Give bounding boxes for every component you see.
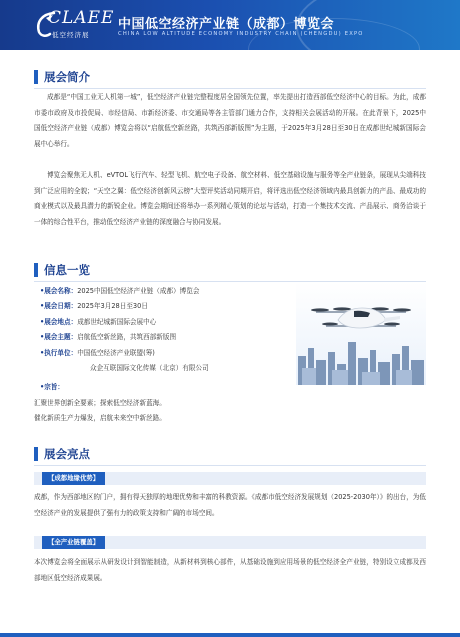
info-row (40, 380, 209, 395)
info-row (40, 315, 209, 330)
info-key: •展会主题： (40, 333, 78, 342)
divider (34, 465, 426, 466)
page-subtitle-en: CHINA LOW ALTITUDE ECONOMY INDUSTRY CHAIN (CHENGDU) EXPO (118, 31, 364, 37)
info-value: 2025中国低空经济产业链（成都）博览会 (77, 287, 200, 295)
heading-text: 展会亮点 (44, 447, 90, 461)
intro-paragraph-1: 成都是“中国工业无人机第一城”，低空经济产业链完整程度居全国领先位置，率先提出打造西部低空经济中心的目标。为此，成都市委市政府及市投促局、市经信局、市新经济委、市交通局等各主管部门通力合作，支持相关会展活动的开展。在此背景下，2025中国低空经济产业链（成都）博览会将以“启航低空新丝路，共筑西部新版图”为主题，于2025年3月28日至30日在成都世纪城新国际会展中心举行。 (34, 93, 426, 148)
expo-logo (34, 6, 114, 44)
info-key: •展会日期： (40, 302, 78, 311)
info-key: •展会地点： (40, 317, 78, 326)
info-value: 启航低空新丝路，共筑西部新版图 (77, 333, 177, 342)
info-row (40, 346, 209, 361)
info-row (40, 330, 209, 345)
slogan-line: 催化新质生产力爆发，启航未来空中新丝路。 (34, 414, 166, 423)
heading-text: 信息一览 (44, 263, 90, 277)
highlight-tag: 【全产业链覆盖】 (42, 536, 105, 549)
heading-bar (34, 70, 38, 84)
info-row (40, 284, 209, 299)
highlight-paragraph-2: 本次博览会将全面展示从研发设计到智能制造，从新材料到核心部件，从基础设施到应用场景的低空经济全产业链，特别设立成都及西部地区低空经济成果展。 (34, 558, 426, 582)
info-value: 2025年3月28日至30日 (77, 302, 148, 311)
heading-text: 展会简介 (44, 70, 90, 84)
logo-text: CLAEE (48, 8, 115, 28)
highlight-tag-bar (34, 472, 426, 485)
divider (34, 88, 426, 89)
section-heading-info (34, 262, 90, 278)
intro-paragraph-2: 博览会聚焦无人机、eVTOL飞行汽车、轻型飞机、航空电子设备、航空材料、低空基础设施与服务等全产业链条，展现从尖端科技到广泛应用的全貌；“天空之翼：低空经济创新风云榜”大型评奖活动同期开启，将评选出低空经济领域内最具创新力的产品、最成功的商业模式以及最具潜力的新锐企业。博览会期间还将举办一系列精心策划的论坛与活动，打造一个集技术交流、产品展示、商务洽谈于一体的综合性平台，推动低空经济产业链的深度融合与协同发展。 (34, 171, 426, 226)
highlight-tag: 【成都地缘优势】 (42, 472, 105, 485)
slogan-line: 汇聚世界创新全要素；探索低空经济新蓝海。 (34, 398, 166, 407)
info-key: •宗旨： (40, 383, 64, 392)
info-value: 成都世纪城新国际会展中心 (77, 317, 157, 326)
info-key: •展会名称： (40, 287, 78, 295)
logo-subtext: 低空经济展 (52, 31, 90, 39)
info-value-continued: 众企互联国际文化传媒（北京）有限公司 (90, 364, 209, 373)
heading-bar (34, 263, 38, 277)
evtol-aircraft-image (296, 282, 426, 385)
info-row (40, 299, 209, 314)
page-title: 中国低空经济产业链（成都）博览会 (118, 17, 335, 32)
footer-accent-bar (0, 633, 460, 637)
header-banner (0, 0, 460, 50)
section-heading-highlights (34, 446, 90, 462)
info-key: •执行单位： (40, 348, 78, 357)
info-value: 中国低空经济产业联盟(筹) (77, 348, 155, 357)
highlight-tag-bar (34, 536, 426, 549)
highlight-paragraph-1: 成都，作为西部地区的门户，拥有得天独厚的地理优势和丰富的科教资源。《成都市低空经济发展规划（2025-2030年）》的出台，为低空经济产业的发展提供了强有力的政策支持和广阔的市场空间。 (34, 493, 426, 517)
section-heading-intro (34, 69, 90, 85)
info-list (34, 284, 209, 427)
heading-bar (34, 447, 38, 461)
